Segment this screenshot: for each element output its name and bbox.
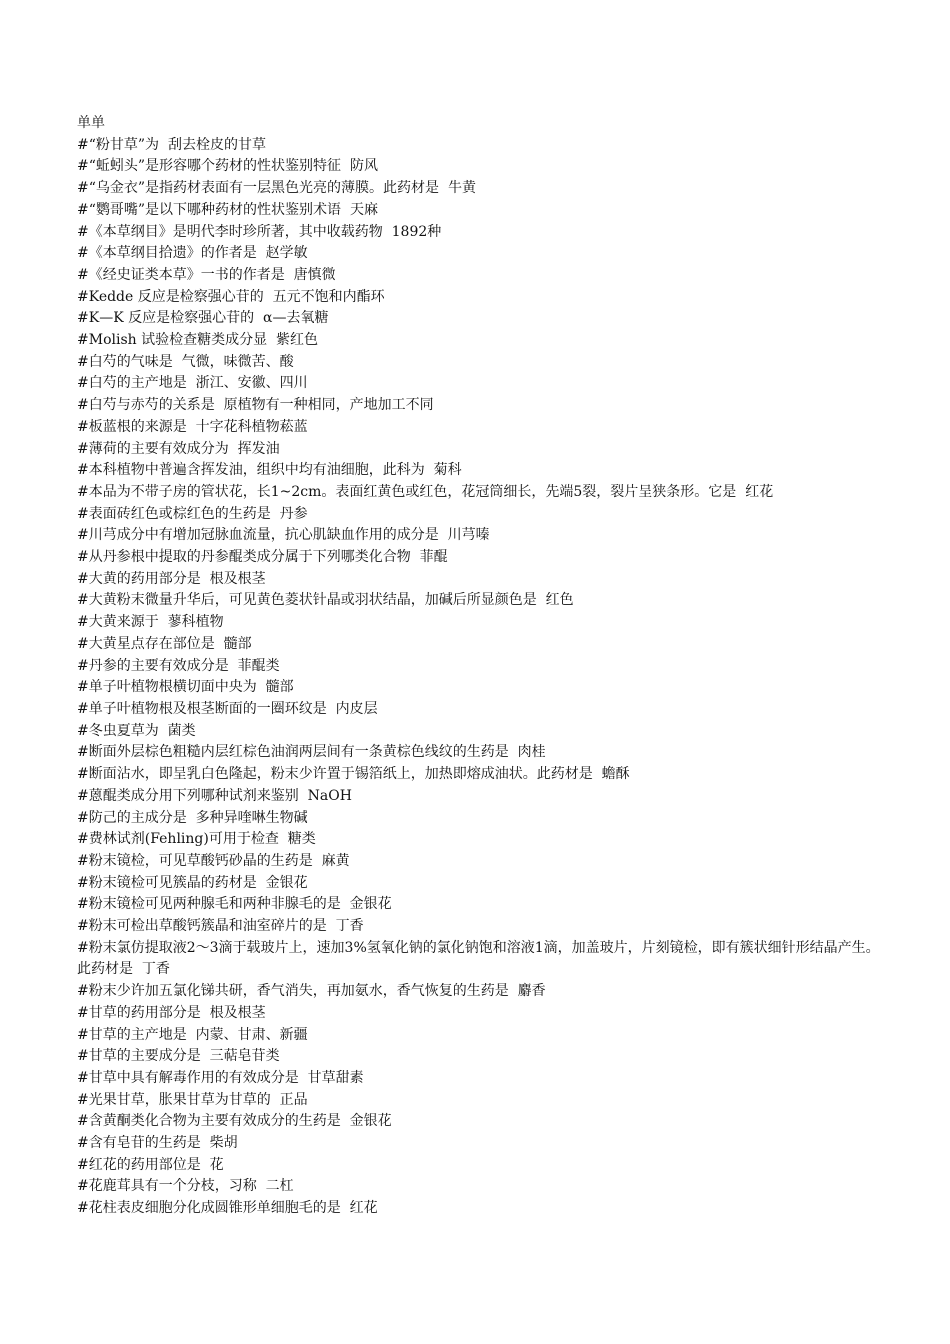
question-line: #甘草的主产地是 内蒙、甘肃、新疆 xyxy=(77,1026,308,1043)
question-line: #《经史证类本草》一书的作者是 唐慎微 xyxy=(77,266,336,283)
question-line: #粉末镜检，可见草酸钙砂晶的生药是 麻黄 xyxy=(77,852,350,869)
question-line: #单子叶植物根横切面中央为 髓部 xyxy=(77,679,294,696)
question-line: #费林试剂(Fehling)可用于检查 糖类 xyxy=(77,831,316,848)
question-line: #Kedde 反应是检察强心苷的 五元不饱和内酯环 xyxy=(77,288,385,305)
question-line: #粉末少许加五氯化锑共研，香气消失，再加氨水，香气恢复的生药是 麝香 xyxy=(77,983,546,1000)
question-line: #“粉甘草”为 刮去栓皮的甘草 xyxy=(77,136,266,153)
question-line: #“乌金衣”是指药材表面有一层黑色光亮的薄膜。此药材是 牛黄 xyxy=(77,180,476,197)
question-line: #本科植物中普遍含挥发油，组织中均有油细胞，此科为 菊科 xyxy=(77,462,462,479)
question-line: #蒽醌类成分用下列哪种试剂来鉴别 NaOH xyxy=(77,787,352,804)
question-line: #大黄粉末微量升华后，可见黄色菱状针晶或羽状结晶，加碱后所显颜色是 红色 xyxy=(77,592,574,609)
question-line: #含黄酮类化合物为主要有效成分的生药是 金银花 xyxy=(77,1113,392,1130)
question-line: #本品为不带子房的管状花，长1~2cm。表面红黄色或红色，花冠筒细长，先端5裂，裂片呈狭条形。它是 红花 xyxy=(77,483,774,500)
question-line: #《本草纲目》是明代李时珍所著，其中收载药物 1892种 xyxy=(77,223,442,240)
question-line: #白芍的气味是 气微，味微苦、酸 xyxy=(77,353,294,370)
question-line: #K—K 反应是检察强心苷的 α—去氧糖 xyxy=(77,310,329,327)
question-line: #“鹦哥嘴”是以下哪种药材的性状鉴别术语 天麻 xyxy=(77,201,378,218)
question-line: #从丹参根中提取的丹参醌类成分属于下列哪类化合物 菲醌 xyxy=(77,549,448,566)
question-line: #白芍的主产地是 浙江、安徽、四川 xyxy=(77,375,308,392)
question-line: #“蚯蚓头”是形容哪个药材的性状鉴别特征 防风 xyxy=(77,158,378,175)
question-line: #花柱表皮细胞分化成圆锥形单细胞毛的是 红花 xyxy=(77,1200,378,1217)
question-line: #甘草中具有解毒作用的有效成分是 甘草甜素 xyxy=(77,1069,364,1086)
question-line: #《本草纲目拾遗》的作者是 赵学敏 xyxy=(77,245,308,262)
question-line: #甘草的主要成分是 三萜皂苷类 xyxy=(77,1048,280,1065)
document-heading: 单单 xyxy=(77,115,105,131)
question-line: #板蓝根的来源是 十字花科植物菘蓝 xyxy=(77,418,308,435)
question-line: #红花的药用部位是 花 xyxy=(77,1156,224,1173)
question-line: #薄荷的主要有效成分为 挥发油 xyxy=(77,440,280,457)
question-line: #粉末镜检可见两种腺毛和两种非腺毛的是 金银花 xyxy=(77,896,392,913)
question-line: #甘草的药用部分是 根及根茎 xyxy=(77,1004,266,1021)
question-line: #含有皂苷的生药是 柴胡 xyxy=(77,1135,238,1152)
question-line: #川芎成分中有增加冠脉血流量，抗心肌缺血作用的成分是 川芎嗪 xyxy=(77,527,490,544)
question-line: #大黄的药用部分是 根及根茎 xyxy=(77,570,266,587)
question-line: #粉末可检出草酸钙簇晶和油室碎片的是 丁香 xyxy=(77,918,364,935)
question-line: #大黄星点存在部位是 髓部 xyxy=(77,635,252,652)
question-line: #大黄来源于 蓼科植物 xyxy=(77,614,224,631)
question-line: #Molish 试验检查糖类成分显 紫红色 xyxy=(77,332,319,349)
question-line: #断面外层棕色粗糙内层红棕色油润两层间有一条黄棕色线纹的生药是 肉桂 xyxy=(77,744,546,761)
document-body xyxy=(77,113,892,1220)
question-line: #光果甘草，胀果甘草为甘草的 正品 xyxy=(77,1091,308,1108)
question-line: #防己的主成分是 多种异喹啉生物碱 xyxy=(77,809,308,826)
question-line: #冬虫夏草为 菌类 xyxy=(77,722,196,739)
question-line: #花鹿茸具有一个分枝，习称 二杠 xyxy=(77,1178,294,1195)
question-line: #丹参的主要有效成分是 菲醌类 xyxy=(77,657,280,674)
question-line: #单子叶植物根及根茎断面的一圈环纹是 内皮层 xyxy=(77,700,378,717)
question-line: #断面沾水，即呈乳白色隆起，粉末少许置于锡箔纸上，加热即熔成油状。此药材是 蟾酥 xyxy=(77,766,630,783)
question-line: #粉末镜检可见簇晶的药材是 金银花 xyxy=(77,874,308,891)
question-line: #白芍与赤芍的关系是 原植物有一种相同，产地加工不同 xyxy=(77,397,434,414)
question-line: #表面砖红色或棕红色的生药是 丹参 xyxy=(77,505,308,522)
question-line: #粉末氯仿提取液2～3滴于载玻片上，速加3%氢氧化钠的氯化钠饱和溶液1滴，加盖玻片，片刻镜检，即有簇状细针形结晶产生。此药材是 丁香 xyxy=(77,939,880,978)
